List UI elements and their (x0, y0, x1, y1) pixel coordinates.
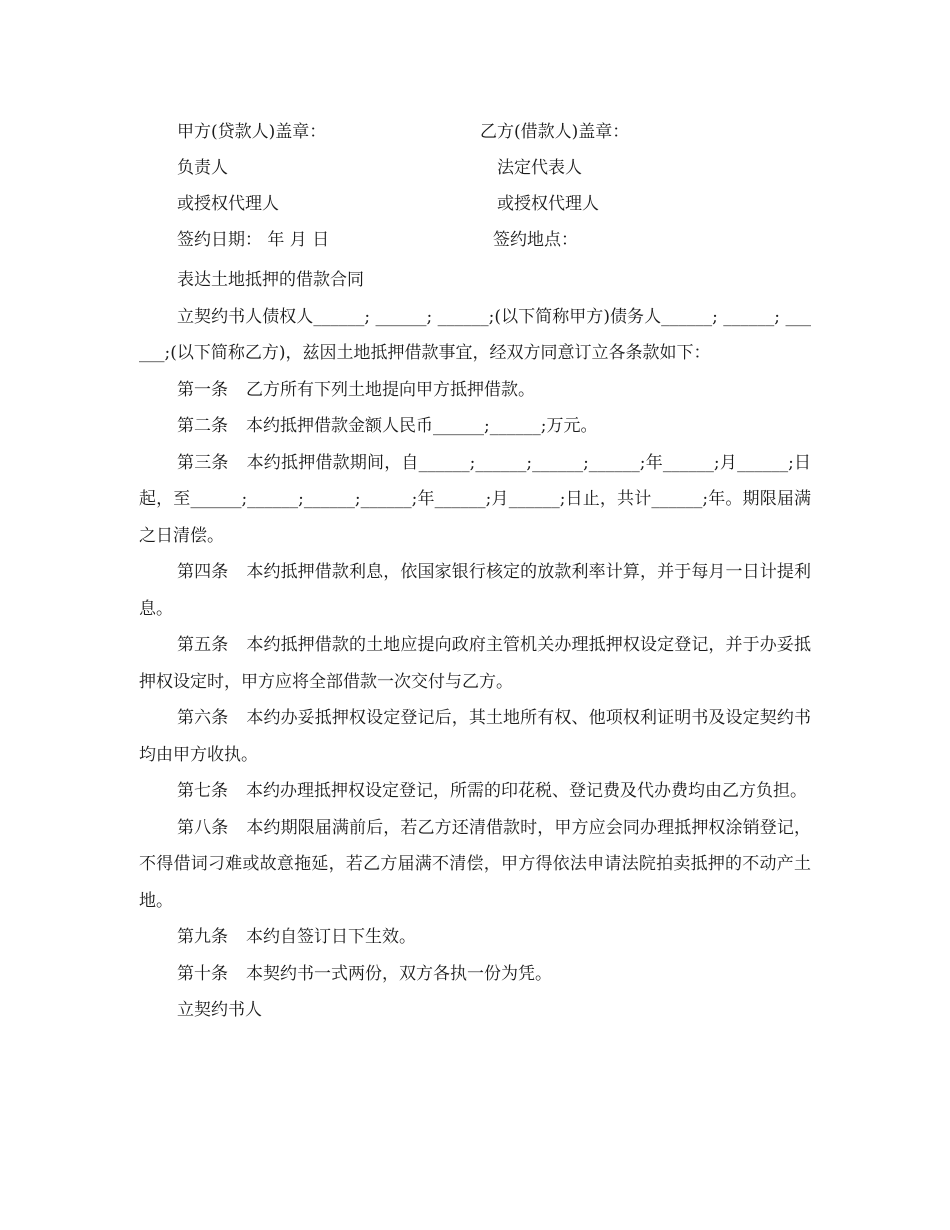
article-1 (139, 372, 811, 409)
article-7 (139, 773, 811, 810)
article-number: 第一条 (177, 379, 228, 400)
signature-row-representative (0, 153, 950, 183)
article-text: 本约自签订日下生效。 (246, 927, 416, 947)
signing-date-label: 签约日期： 年 月 日 (177, 230, 330, 250)
article-number: 第三条 (177, 452, 229, 473)
article-3 (139, 445, 811, 555)
article-number: 第六条 (177, 708, 229, 728)
article-number: 第九条 (177, 927, 228, 947)
article-text: 本契约书一式两份，双方各执一份为凭。 (246, 963, 552, 984)
article-number: 第十条 (177, 963, 228, 984)
signing-place-label: 签约地点： (493, 230, 578, 250)
article-text: 本约抵押借款期间，自______;______;______;______;年______;月______;日起，至______;______;______;______;年______;月______;日止，共计______;年。期限届满之日清偿。 (139, 452, 811, 546)
article-text: 本约抵押借款利息，依国家银行核定的放款利率计算，并于每月一日计提利息。 (139, 562, 811, 619)
article-number: 第四条 (177, 562, 229, 582)
article-text: 本约抵押借款的土地应提向政府主管机关办理抵押权设定登记，并于办妥抵押权设定时，甲方应将全部借款一次交付与乙方。 (139, 635, 811, 692)
article-text: 本约期限届满前后，若乙方还清借款时，甲方应会同办理抵押权涂销登记，不得借词刁难或故意拖延，若乙方届满不清偿，甲方得依法申请法院拍卖抵押的不动产土地。 (139, 817, 811, 911)
borrower-seal-label: 乙方(借款人)盖章： (480, 122, 630, 142)
article-number: 第七条 (177, 781, 228, 801)
borrower-legal-rep-label: 法定代表人 (497, 158, 582, 178)
article-text: 本约办理抵押权设定登记，所需的印花税、登记费及代办费均由乙方负担。 (246, 781, 807, 801)
article-5 (139, 627, 811, 700)
contract-intro: 立契约书人债权人______; ______; ______;(以下简称甲方)债务人______; ______; ______;(以下简称乙方)，兹因土地抵押借款事宜，经双方同意订立各条款如下： (139, 306, 811, 363)
article-2 (139, 408, 811, 445)
article-4 (139, 554, 811, 627)
signature-row-agent (0, 189, 950, 219)
contract-body (139, 262, 811, 1029)
article-text: 乙方所有下列土地提向甲方抵押借款。 (246, 379, 535, 400)
lender-agent-label: 或授权代理人 (177, 194, 279, 214)
article-number: 第二条 (177, 416, 228, 436)
contract-title: 表达土地抵押的借款合同 (177, 270, 364, 290)
signature-row-seal (0, 117, 950, 147)
article-6 (139, 700, 811, 773)
article-text: 本约办妥抵押权设定登记后，其土地所有权、他项权利证明书及设定契约书均由甲方收执。 (139, 708, 811, 765)
signature-row-date-place (0, 225, 950, 255)
article-text: 本约抵押借款金额人民币______;______;万元。 (246, 416, 598, 436)
lender-seal-label: 甲方(贷款人)盖章： (177, 122, 327, 142)
article-10 (139, 956, 811, 993)
lender-responsible-label: 负责人 (177, 158, 228, 178)
article-number: 第八条 (177, 817, 229, 838)
contract-closing: 立契约书人 (177, 1000, 262, 1020)
borrower-agent-label: 或授权代理人 (497, 194, 599, 214)
article-9 (139, 919, 811, 956)
article-number: 第五条 (177, 635, 229, 655)
article-8 (139, 810, 811, 920)
